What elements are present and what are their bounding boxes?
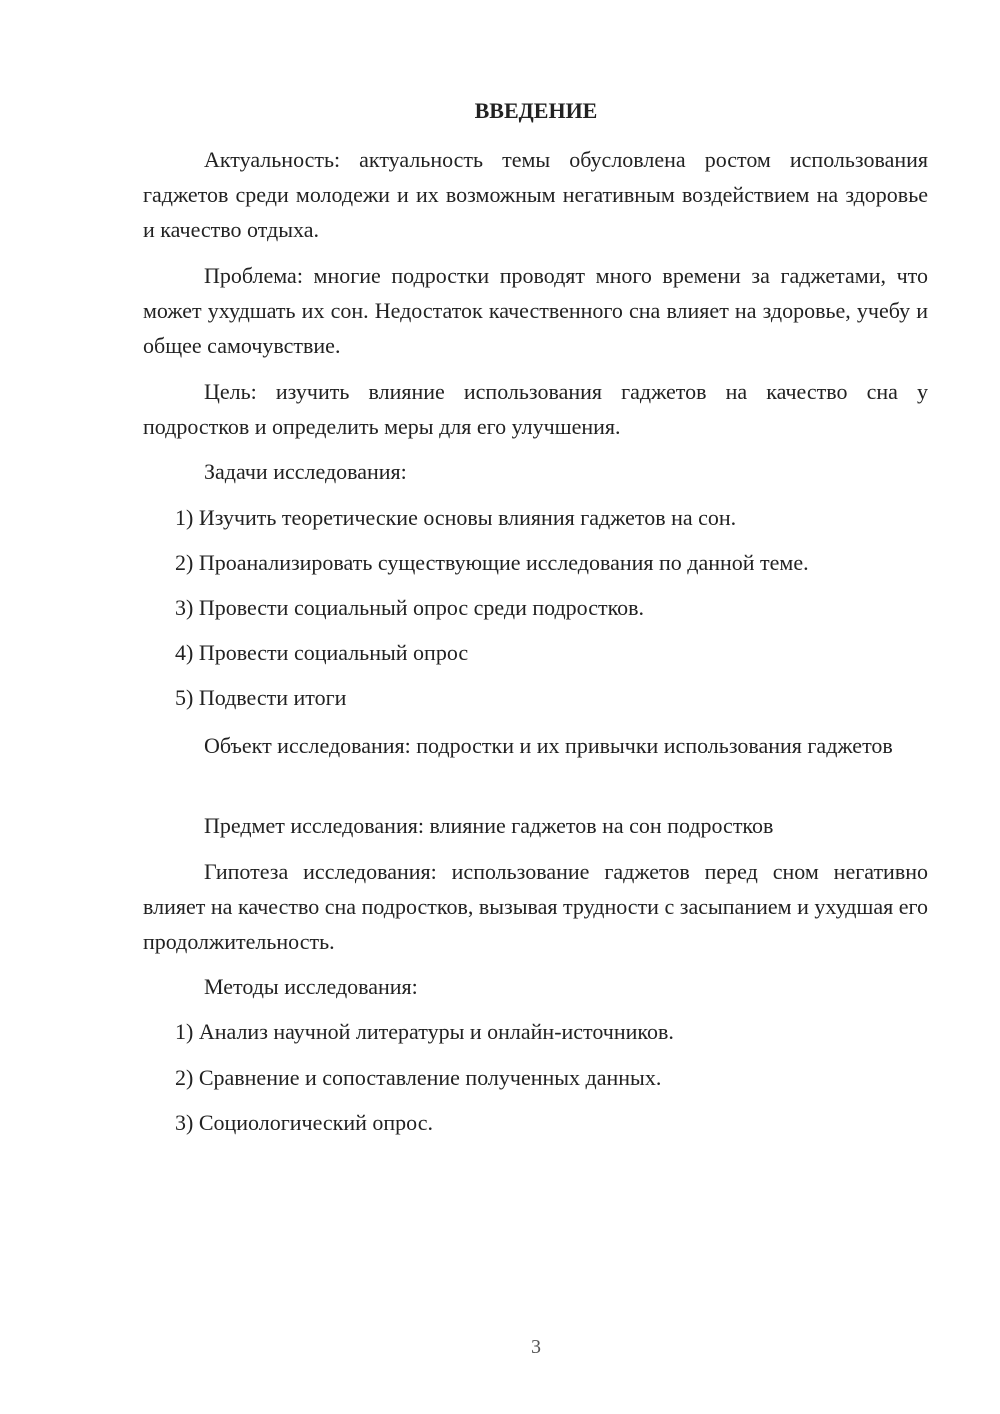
task-item: 2) Проанализировать существующие исследования по данной теме. xyxy=(175,550,809,575)
task-item: 1) Изучить теоретические основы влияния гаджетов на сон. xyxy=(175,505,737,530)
subject-paragraph: Предмет исследования: влияние гаджетов на сон подростков xyxy=(204,813,774,838)
relevance-paragraph: Актуальность: актуальность темы обусловлена ростом использования гаджетов среди молодежи и их возможным негативным воздействием на здоровье и качество отдыха. xyxy=(143,147,928,242)
method-item: 1) Анализ научной литературы и онлайн-источников. xyxy=(175,1019,674,1044)
task-item: 5) Подвести итоги xyxy=(175,685,347,710)
page-number: 3 xyxy=(531,1336,541,1358)
hypothesis-paragraph: Гипотеза исследования: использование гаджетов перед сном негативно влияет на качество сна подростков, вызывая трудности с засыпанием и ухудшая его продолжительность. xyxy=(143,859,928,954)
task-item: 4) Провести социальный опрос xyxy=(175,640,469,665)
method-item: 2) Сравнение и сопоставление полученных данных. xyxy=(175,1065,662,1090)
methods-heading: Методы исследования: xyxy=(204,974,418,999)
problem-paragraph: Проблема: многие подростки проводят много времени за гаджетами, что может ухудшать их сон. Недостаток качественного сна влияет на здоровье, учебу и общее самочувствие. xyxy=(143,263,928,358)
page-title: ВВЕДЕНИЕ xyxy=(474,98,598,123)
tasks-heading: Задачи исследования: xyxy=(204,459,407,484)
method-item: 3) Социологический опрос. xyxy=(175,1110,433,1135)
object-paragraph: Объект исследования: подростки и их привычки использования гаджетов xyxy=(204,733,893,758)
task-item: 3) Провести социальный опрос среди подростков. xyxy=(175,595,645,620)
goal-paragraph: Цель: изучить влияние использования гаджетов на качество сна у подростков и определить меры для его улучшения. xyxy=(143,379,928,439)
